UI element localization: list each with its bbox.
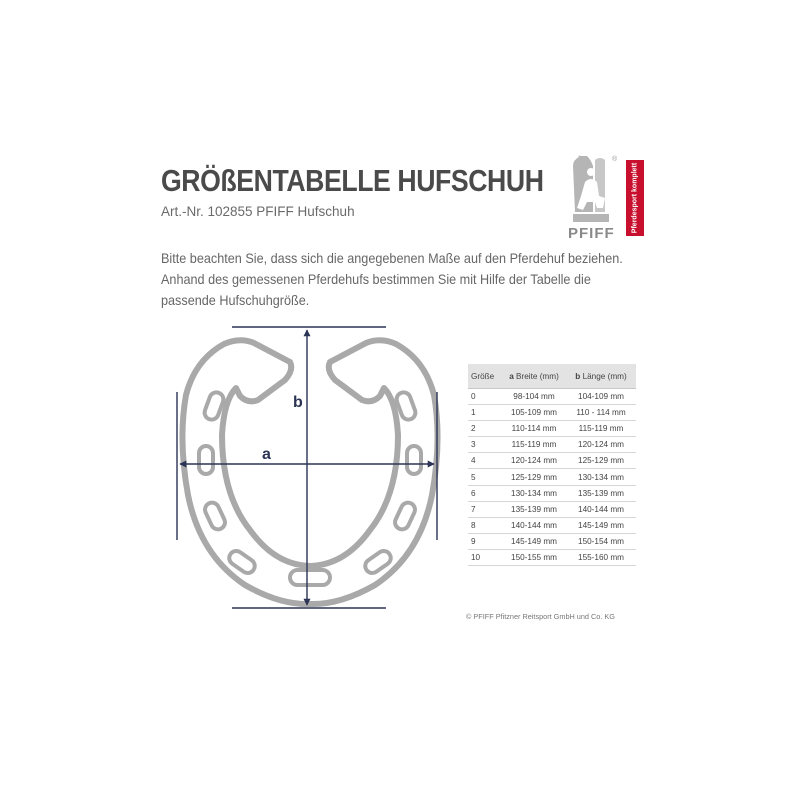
table-row: 3 115-119 mm 120-124 mm — [468, 437, 636, 453]
horseshoe-shape — [182, 340, 437, 604]
table-row: 6 130-134 mm 135-139 mm — [468, 485, 636, 501]
logo-badge: Pferdesport komplett — [626, 160, 644, 236]
table-row: 4 120-124 mm 125-129 mm — [468, 453, 636, 469]
table-row: 1 105-109 mm 110 - 114 mm — [468, 405, 636, 421]
copyright-notice: © PFIFF Pfitzner Reitsport GmbH und Co. KG — [466, 612, 615, 621]
horseshoe-diagram — [170, 320, 450, 620]
table-row: 10 150-155 mm 155-160 mm — [468, 549, 636, 565]
article-number: Art.-Nr. 102855 PFIFF Hufschuh — [161, 204, 355, 219]
nail-holes — [199, 390, 421, 585]
intro-line: passende Hufschuhgröße. — [161, 293, 310, 308]
table-row: 0 98-104 mm 104-109 mm — [468, 389, 636, 405]
registered-mark: ® — [612, 156, 618, 163]
label-b: b — [293, 394, 303, 411]
logo-wordmark: PFIFF — [568, 225, 615, 242]
table-row: 7 135-139 mm 140-144 mm — [468, 501, 636, 517]
table-row: 9 145-149 mm 150-154 mm — [468, 533, 636, 549]
table-row: 8 140-144 mm 145-149 mm — [468, 517, 636, 533]
label-a: a — [262, 446, 271, 463]
header-width: a Breite (mm) — [502, 364, 566, 389]
intro-line: Bitte beachten Sie, dass sich die angegebenen Maße auf den Pferdehuf beziehen. — [161, 251, 623, 266]
table-row: 2 110-114 mm 115-119 mm — [468, 421, 636, 437]
intro-text — [161, 248, 626, 311]
header-size: Größe — [468, 364, 502, 389]
header-length: b Länge (mm) — [566, 364, 636, 389]
table-row: 5 125-129 mm 130-134 mm — [468, 469, 636, 485]
intro-line: Anhand des gemessenen Pferdehufs bestimmen Sie mit Hilfe der Tabelle die — [161, 272, 591, 287]
size-table — [468, 364, 636, 566]
page-title: GRÖßENTABELLE HUFSCHUH — [161, 163, 544, 198]
table-header-row — [468, 364, 636, 389]
